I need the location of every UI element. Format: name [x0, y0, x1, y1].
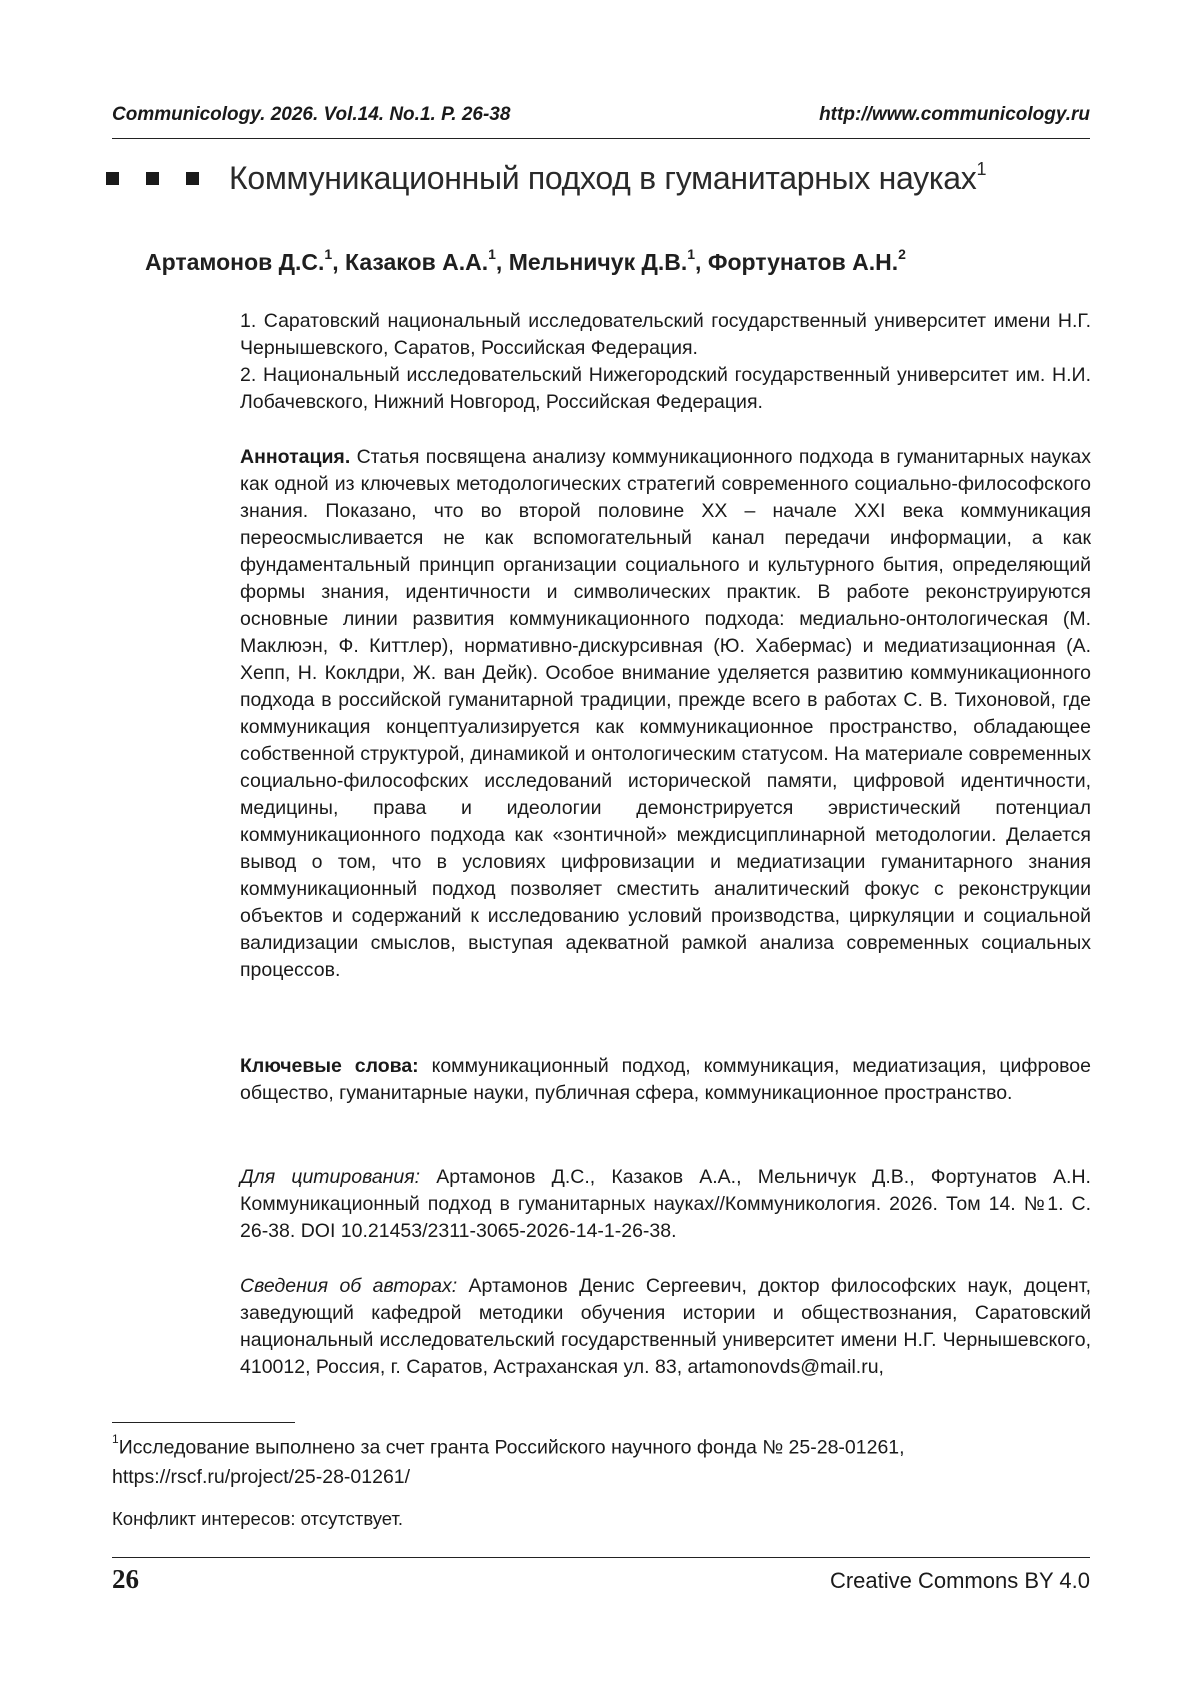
author: Фортунатов А.Н.$^2$: [707, 246, 906, 275]
footnote-mark: 1: [112, 1432, 119, 1446]
citation-text: Артамонов Д.С., Казаков А.А., Мельничук Д.В., Фортунатов А.Н. Коммуникационный подход в гуманитарных науках//Коммуникология. 2026. Том 14. №1. С. 26-38. DOI 10.21453/2311-3065-2026-14-1-26-38.: [240, 1166, 1091, 1242]
title-row: [106, 160, 986, 197]
journal-reference: Communicology. 2026. Vol.14. No.1. P. 26-38: [112, 104, 511, 125]
citation: [240, 1164, 1091, 1245]
page-number: 26: [112, 1564, 139, 1594]
title-footnote-mark[interactable]: 1: [976, 159, 987, 180]
about-authors-label: Сведения об авторах:: [240, 1275, 458, 1297]
citation-label: Для цитирования:: [240, 1166, 421, 1188]
square-bullet-icon: [106, 172, 119, 185]
affiliation: 2. Национальный исследовательский Нижегородский государственный университет им. Н.И. Лобачевского, Нижний Новгород, Российская Федерация.: [240, 364, 1091, 413]
license: Creative Commons BY 4.0: [829, 1568, 1090, 1593]
running-header: [112, 104, 1090, 139]
about-authors: [240, 1273, 1091, 1381]
page-title: Коммуникационный подход в гуманитарных науках$^1$: [229, 159, 987, 196]
conflict-of-interest: Конфликт интересов: отсутствует.: [112, 1508, 404, 1529]
square-bullet-icon: [146, 172, 159, 185]
affiliations: [240, 308, 1091, 416]
affiliation: 1. Саратовский национальный исследовательский государственный университет имени Н.Г. Чернышевского, Саратов, Российская Федерация.: [240, 310, 1091, 359]
author: Мельничук Д.В.$^1$,: [508, 246, 708, 275]
author-list: [145, 248, 906, 276]
keywords-text: коммуникационный подход, коммуникация, медиатизация, цифровое общество, гуманитарные науки, публичная сфера, коммуникационное пространство.: [240, 1055, 1091, 1104]
abstract: [240, 444, 1091, 984]
abstract-text: Статья посвящена анализу коммуникационного подхода в гуманитарных науках как одной из ключевых методологических стратегий современного социально-философского знания. Показано, что во второй половине XX – начале XXI века коммуникация переосмысливается не как вспомогательный канал передачи информации, а как фундаментальный принцип организации социального и культурного бытия, определяющий формы знания, идентичности и символических практик. В работе реконструируются основные линии развития коммуникационного подхода: медиально-онтологическая (М. Маклюэн, Ф. Киттлер), нормативно-дискурсивная (Ю. Хабермас) и медиатизационная (А. Хепп, Н. Коклдри, Ж. ван Дейк). Особое внимание уделяется развитию коммуникационного подхода в российской гуманитарной традиции, прежде всего в работах С. В. Тихоновой, где коммуникация концептуализируется как коммуникационное пространство, обладающее собственной структурой, динамикой и онтологическим статусом. На материале современных социально-философских исследований исторической памяти, цифровой идентичности, медицины, права и идеологии демонстрируется эвристический потенциал коммуникационного подхода как «зонтичной» междисциплинарной методологии. Делается вывод о том, что в условиях цифровизации и медиатизации гуманитарного знания коммуникационный подход позволяет сместить аналитический фокус с реконструкции объектов и содержаний к исследованию условий производства, циркуляции и социальной валидизации смыслов, выступая адекватной рамкой анализа современных социальных процессов.: [240, 446, 1091, 981]
journal-url[interactable]: http://www.communicology.ru: [819, 104, 1090, 125]
abstract-label: Аннотация.: [240, 446, 351, 468]
square-bullet-icon: [186, 172, 199, 185]
footnote: [112, 1428, 1090, 1492]
footer-divider: [112, 1557, 1090, 1558]
keywords: [240, 1053, 1091, 1107]
footnote-text: Исследование выполнено за счет гранта Российского научного фонда № 25-28-01261, https://rscf.ru/project/25-28-01261/: [112, 1436, 905, 1488]
about-authors-text: Артамонов Денис Сергеевич, доктор философских наук, доцент, заведующий кафедрой методики обучения истории и обществознания, Саратовский национальный исследовательский государственный университет имени Н.Г. Чернышевского, 410012, Россия, г. Саратов, Астраханская ул. 83, artamonovds@mail.ru,: [240, 1275, 1091, 1378]
footnote-divider: [112, 1422, 295, 1423]
author: Казаков А.А.$^1$,: [345, 246, 509, 275]
author: Артамонов Д.С.$^1$,: [145, 246, 345, 275]
keywords-label: Ключевые слова:: [240, 1055, 419, 1077]
